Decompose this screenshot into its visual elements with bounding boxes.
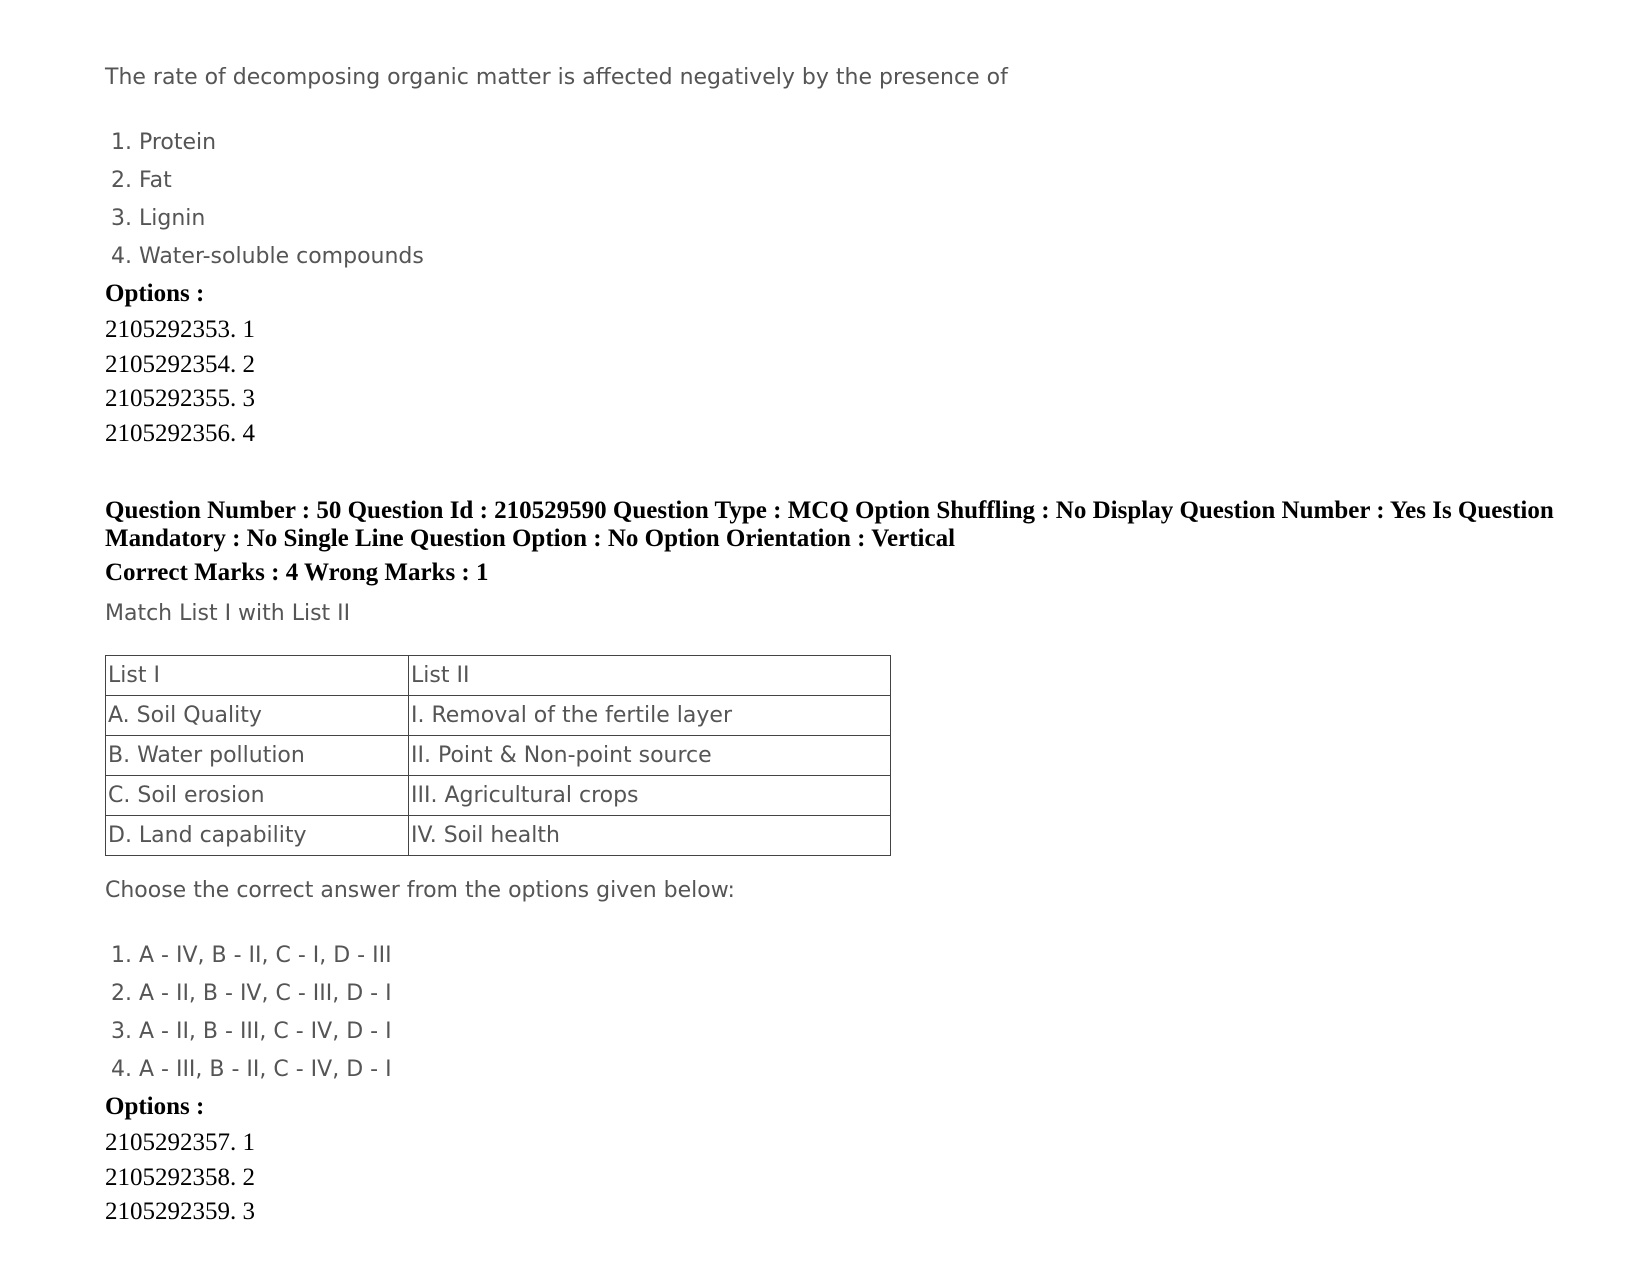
table-cell: II. Point & Non-point source (409, 736, 891, 776)
question-50-options-label: Options : (105, 1093, 205, 1120)
choice-item: 2. Fat (111, 168, 172, 193)
table-cell: C. Soil erosion (106, 776, 409, 816)
option-item: 2105292357. 1 (105, 1129, 255, 1156)
choice-item: 1. Protein (111, 130, 217, 155)
question-49-options-label: Options : (105, 280, 205, 307)
table-cell: I. Removal of the fertile layer (409, 696, 891, 736)
option-item: 2105292353. 1 (105, 316, 255, 343)
question-50-text: Match List I with List II (105, 601, 351, 626)
table-cell: D. Land capability (106, 816, 409, 856)
option-item: 2105292356. 4 (105, 419, 255, 447)
question-50-choice-list (111, 937, 392, 1089)
option-item: 2105292359. 3 (105, 1198, 255, 1225)
table-row (106, 736, 891, 776)
table-header-cell: List I (106, 656, 409, 696)
question-49-option-list (105, 313, 255, 451)
table-cell: A. Soil Quality (106, 696, 409, 736)
question-50-instruction: Choose the correct answer from the options given below: (105, 878, 735, 903)
choice-item: 4. Water-soluble compounds (111, 244, 424, 269)
option-item: 2105292354. 2 (105, 350, 255, 378)
table-row (106, 696, 891, 736)
question-50-option-list (105, 1126, 255, 1230)
choice-item: 4. A - III, B - II, C - IV, D - I (111, 1057, 392, 1082)
question-50-marks: Correct Marks : 4 Wrong Marks : 1 (105, 559, 489, 586)
option-item: 2105292355. 3 (105, 385, 255, 412)
table-header-cell: List II (409, 656, 891, 696)
match-table (105, 655, 891, 856)
choice-item: 3. A - II, B - III, C - IV, D - I (111, 1019, 392, 1044)
question-49-choice-list (111, 124, 424, 276)
table-row (106, 816, 891, 856)
choice-item: 3. Lignin (111, 206, 206, 231)
choice-item: 1. A - IV, B - II, C - I, D - III (111, 943, 392, 968)
table-cell: III. Agricultural crops (409, 776, 891, 816)
table-cell: B. Water pollution (106, 736, 409, 776)
table-row (106, 776, 891, 816)
question-49-text: The rate of decomposing organic matter is affected negatively by the presence of (105, 65, 1008, 90)
choice-item: 2. A - II, B - IV, C - III, D - I (111, 981, 392, 1006)
table-cell: IV. Soil health (409, 816, 891, 856)
question-50-meta: Question Number : 50 Question Id : 210529590 Question Type : MCQ Option Shuffling : No Display Question Number : Yes Is Question Mandatory : No Single Line Question Option : No Option Orientation : Vertical (105, 497, 1554, 552)
table-header-row (106, 656, 891, 696)
option-item: 2105292358. 2 (105, 1163, 255, 1191)
